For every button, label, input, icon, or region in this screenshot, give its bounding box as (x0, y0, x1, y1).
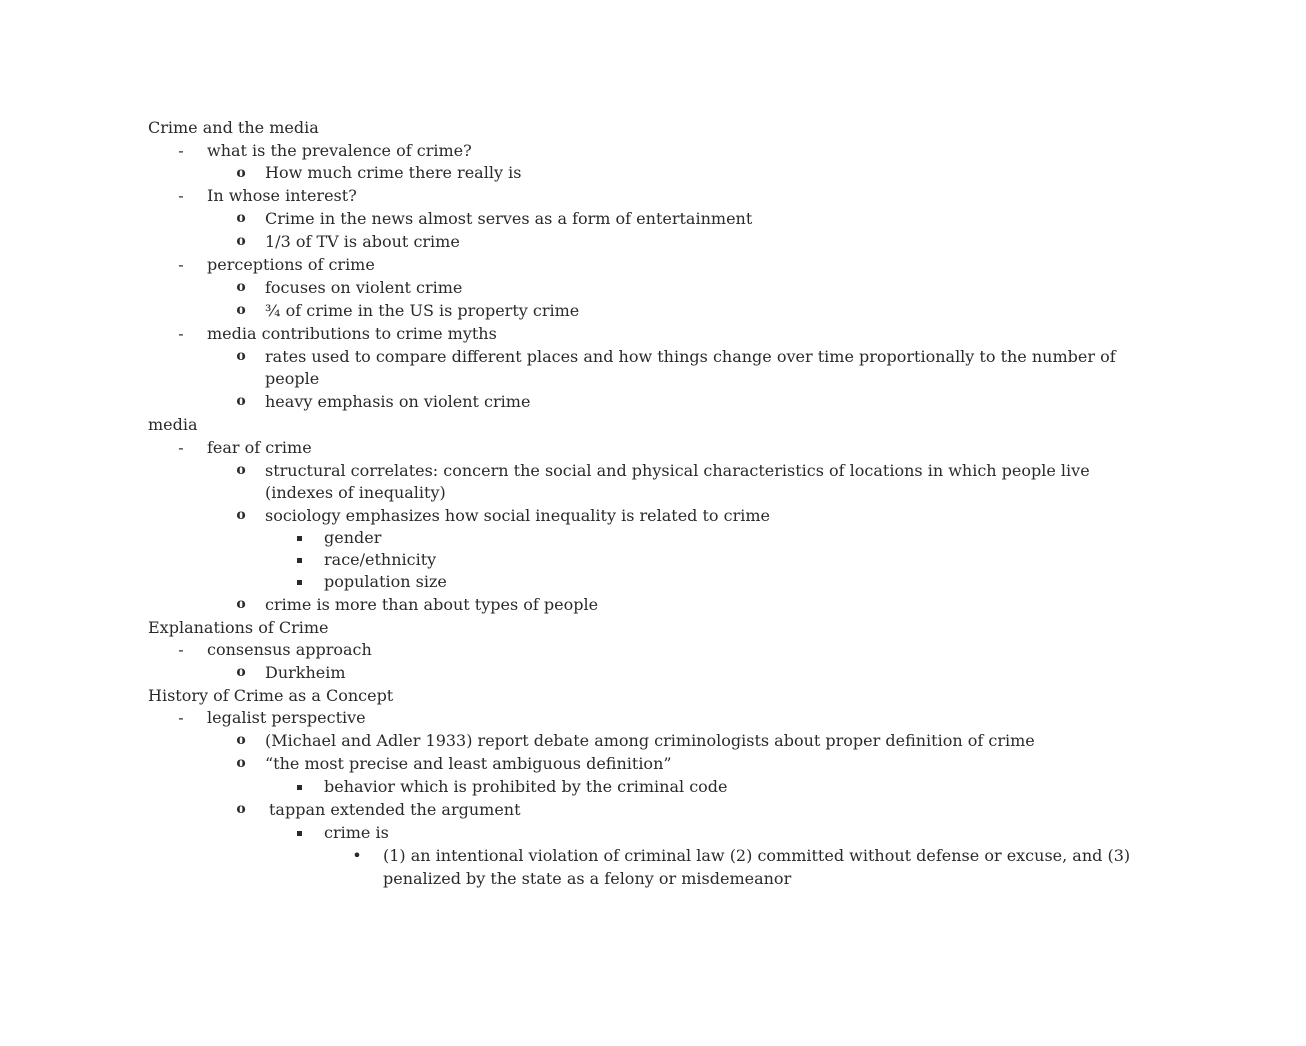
outline-item (0, 184, 1306, 207)
outline-item (0, 527, 1306, 549)
circle-bullet-icon: o (236, 507, 246, 523)
item-text: what is the prevalence of crime? (207, 141, 472, 160)
heading-text: History of Crime as a Concept (148, 686, 394, 705)
outline-item (0, 390, 1306, 413)
square-bullet-icon (291, 821, 307, 844)
circle-bullet-icon: o (236, 233, 246, 249)
item-text: In whose interest? (207, 186, 357, 205)
item-text: structural correlates: concern the social and physical characteristics of locations in which people live (265, 461, 1090, 480)
dash-bullet-icon: - (178, 438, 184, 457)
outline-item (0, 844, 1306, 867)
outline-item (0, 459, 1306, 482)
outline-item (0, 571, 1306, 593)
circle-bullet-icon: o (236, 732, 246, 748)
outline-item (0, 504, 1306, 527)
outline-item (0, 821, 1306, 844)
dot-bullet-icon: • (352, 846, 362, 865)
dash-bullet-icon: - (178, 186, 184, 205)
dash-bullet-icon: - (178, 640, 184, 659)
outline-item (0, 729, 1306, 752)
outline-heading (0, 116, 1306, 139)
outline-item (0, 752, 1306, 775)
circle-bullet-icon: o (236, 348, 246, 364)
item-text: fear of crime (207, 438, 312, 457)
outline-heading (0, 616, 1306, 639)
item-text: media contributions to crime myths (207, 324, 497, 343)
circle-bullet-icon: o (236, 801, 246, 817)
heading-text: Crime and the media (148, 118, 319, 137)
item-text: ¾ of crime in the US is property crime (265, 301, 580, 320)
item-text: gender (324, 528, 382, 547)
item-text: population size (324, 572, 447, 591)
outline-item (0, 707, 1306, 729)
circle-bullet-icon: o (236, 165, 246, 181)
outline-item-continuation (0, 482, 1306, 504)
square-bullet-icon (291, 571, 307, 593)
outline-heading (0, 684, 1306, 707)
square-bullet-icon (291, 775, 307, 798)
item-text: Crime in the news almost serves as a form of entertainment (265, 209, 753, 228)
item-text: perceptions of crime (207, 255, 375, 274)
dash-bullet-icon: - (178, 708, 184, 727)
item-text: legalist perspective (207, 708, 366, 727)
outline-item (0, 162, 1306, 184)
outline-item (0, 661, 1306, 684)
item-text: How much crime there really is (265, 163, 522, 182)
item-text: (1) an intentional violation of criminal law (2) committed without defense or excuse, and (3) (383, 846, 1131, 865)
outline-item (0, 798, 1306, 821)
outline-item (0, 322, 1306, 345)
outline-item (0, 253, 1306, 276)
dash-bullet-icon: - (178, 141, 184, 160)
item-text: crime is (324, 823, 389, 842)
circle-bullet-icon: o (236, 462, 246, 478)
item-text: rates used to compare different places and how things change over time proportionally to the number of (265, 347, 1116, 366)
square-bullet-icon (291, 549, 307, 571)
outline-item (0, 593, 1306, 616)
outline-item-continuation (0, 368, 1306, 390)
outline-item (0, 276, 1306, 299)
outline-item-continuation (0, 867, 1306, 890)
outline-item (0, 230, 1306, 253)
item-text: race/ethnicity (324, 550, 437, 569)
item-text: crime is more than about types of people (265, 595, 599, 614)
item-text: Durkheim (265, 663, 346, 682)
circle-bullet-icon: o (236, 302, 246, 318)
item-text: (Michael and Adler 1933) report debate among criminologists about proper definition of crime (265, 731, 1035, 750)
item-text: behavior which is prohibited by the criminal code (324, 777, 728, 796)
item-text: consensus approach (207, 640, 372, 659)
item-text: heavy emphasis on violent crime (265, 392, 531, 411)
document-body (0, 116, 1306, 890)
dash-bullet-icon: - (178, 324, 184, 343)
outline-item (0, 775, 1306, 798)
outline-item (0, 139, 1306, 162)
dash-bullet-icon: - (178, 255, 184, 274)
item-text: focuses on violent crime (265, 278, 463, 297)
heading-text: Explanations of Crime (148, 618, 329, 637)
square-bullet-icon (291, 527, 307, 549)
outline-item (0, 299, 1306, 322)
item-text: penalized by the state as a felony or misdemeanor (383, 869, 792, 888)
item-text: “the most precise and least ambiguous definition” (265, 754, 672, 773)
circle-bullet-icon: o (236, 279, 246, 295)
circle-bullet-icon: o (236, 393, 246, 409)
outline-item (0, 639, 1306, 661)
outline-item (0, 207, 1306, 230)
item-text: sociology emphasizes how social inequality is related to crime (265, 506, 770, 525)
outline-heading (0, 413, 1306, 436)
circle-bullet-icon: o (236, 755, 246, 771)
outline-item (0, 549, 1306, 571)
item-text: (indexes of inequality) (265, 483, 446, 502)
outline-item (0, 345, 1306, 368)
item-text: tappan extended the argument (269, 800, 521, 819)
circle-bullet-icon: o (236, 664, 246, 680)
outline-item (0, 436, 1306, 459)
item-text: 1/3 of TV is about crime (265, 232, 460, 251)
circle-bullet-icon: o (236, 210, 246, 226)
heading-text: media (148, 415, 198, 434)
item-text: people (265, 369, 320, 388)
circle-bullet-icon: o (236, 596, 246, 612)
